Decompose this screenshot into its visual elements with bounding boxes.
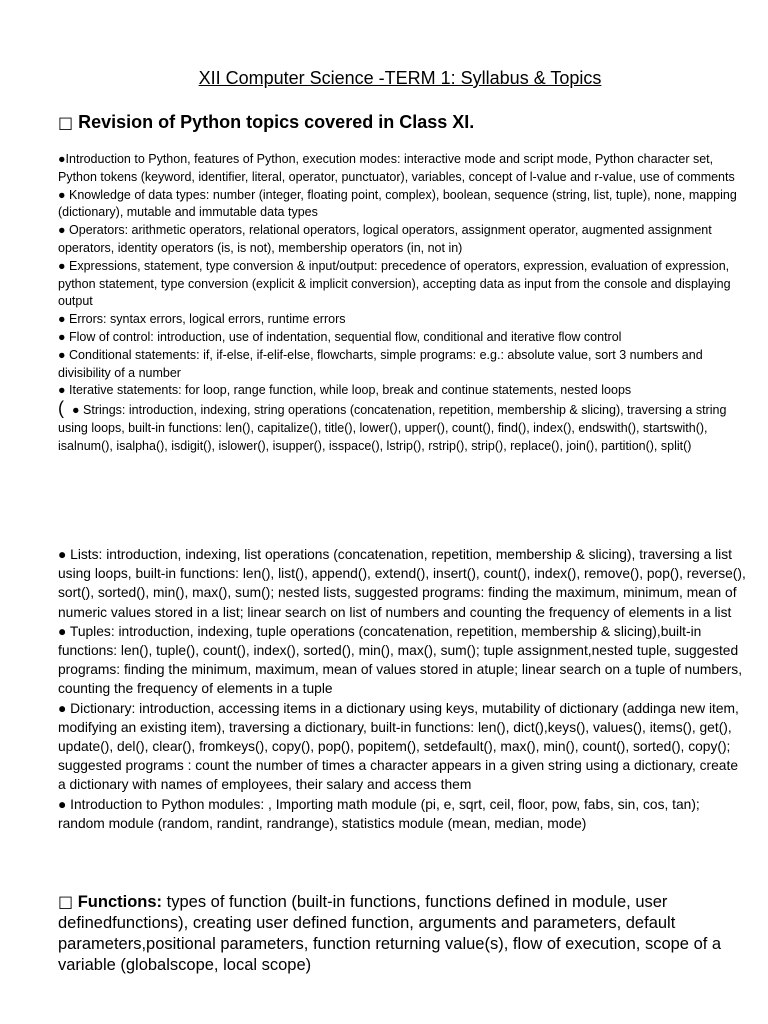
topic-flow-of-control: ● Flow of control: introduction, use of indentation, sequential flow, conditional and iterative flow control (58, 329, 622, 344)
topic-python-modules: ● Introduction to Python modules: , Importing math module (pi, e, sqrt, ceil, floor, pow, fabs, sin, cos, tan); random module (random, randint, randrange), statistics module (mean, median, mode) (58, 796, 700, 831)
functions-text: types of function (built-in functions, functions defined in module, user definedfunctions), creating user defined function, arguments and parameters, default parameters,positional parameters, function returning value(s), flow of execution, scope of a variable (globalscope, local scope) (58, 893, 722, 974)
topic-tuples: ● Tuples: introduction, indexing, tuple operations (concatenation, repetition, membership & slicing),built-in functions: len(), tuple(), count(), index(), sorted(), min(), max(), sum(); tuple assignment,nested tuple, suggested programs: finding the minimum, maximum, mean of values stored in atuple; linear search on a tuple of numbers, counting the frequency of elements in a tuple (58, 623, 743, 697)
topic-operators: ● Operators: arithmetic operators, relational operators, logical operators, assignment operator, augmented assignment operators, identity operators (is, is not), membership operators (in, not in) (58, 223, 712, 255)
topic-list-small (58, 151, 738, 456)
topic-strings-text: ● Strings: introduction, indexing, string operations (concatenation, repetition, membership & slicing), traversing a string using loops, built-in functions: len(), capitalize(), title(), lower(), upper(), count(), find(), index(), endswith(), startswith(), isalnum(), isalpha(), isdigit(), islower(), isupper(), isspace(), lstrip(), rstrip(), strip(), replace(), join(), partition(), split() (58, 403, 727, 453)
section-heading-revision (58, 112, 474, 133)
checkbox-glyph-functions: □ (58, 892, 74, 911)
checkbox-glyph: □ (58, 113, 74, 132)
topic-iterative-statements: ● Iterative statements: for loop, range function, while loop, break and continue statements, nested loops (58, 383, 632, 398)
topic-data-types: ● Knowledge of data types: number (integer, floating point, complex), boolean, sequence (string, list, tuple), none, mapping (dictionary), mutable and immutable data types (58, 187, 737, 220)
open-paren: ( (58, 398, 64, 419)
topic-list-large (58, 545, 748, 833)
topic-intro-python: ●Introduction to Python, features of Python, execution modes: interactive mode and script mode, Python character set, Python tokens (keyword, identifier, literal, operator, punctuator), variables, concept of l-value and r-value, use of comments (58, 152, 735, 184)
functions-label: Functions: (77, 893, 163, 911)
topic-errors: ● Errors: syntax errors, logical errors, runtime errors (58, 312, 346, 327)
topic-strings (58, 400, 738, 455)
page-title: XII Computer Science -TERM 1: Syllabus & Topics (198, 68, 602, 88)
section-functions (58, 891, 748, 976)
topic-lists: ● Lists: introduction, indexing, list operations (concatenation, repetition, membership & slicing), traversing a list using loops, built-in functions: len(), list(), append(), extend(), insert(), count(), index(), remove(), pop(), reverse(), sort(), sorted(), min(), max(), sum(); nested lists, suggested programs: finding the maximum, minimum, mean of numeric values stored in a list; linear search on list of numbers and counting the frequency of elements in a list (58, 547, 746, 620)
topic-dictionary: ● Dictionary: introduction, accessing items in a dictionary using keys, mutability of dictionary (addinga new item, modifying an existing item), traversing a dictionary, built-in functions: len(), dict(),keys(), values(), items(), get(), update(), del(), clear(), fromkeys(), copy(), pop(), popitem(), setdefault(), max(), min(), count(), sorted(), copy(); suggested programs : count the number of times a character appears in a given string using a dictionary, create a dictionary with names of employees, their salary and access them (58, 700, 739, 793)
section-heading-text: Revision of Python topics covered in Class XI. (78, 112, 475, 132)
topic-expressions: ● Expressions, statement, type conversion & input/output: precedence of operators, expression, evaluation of expression, python statement, type conversion (explicit & implicit conversion), accepting data as input from the console and displaying output (58, 258, 731, 309)
topic-conditional-statements: ● Conditional statements: if, if-else, if-elif-else, flowcharts, simple programs: e.g.: absolute value, sort 3 numbers and divisibility of a number (58, 347, 703, 380)
